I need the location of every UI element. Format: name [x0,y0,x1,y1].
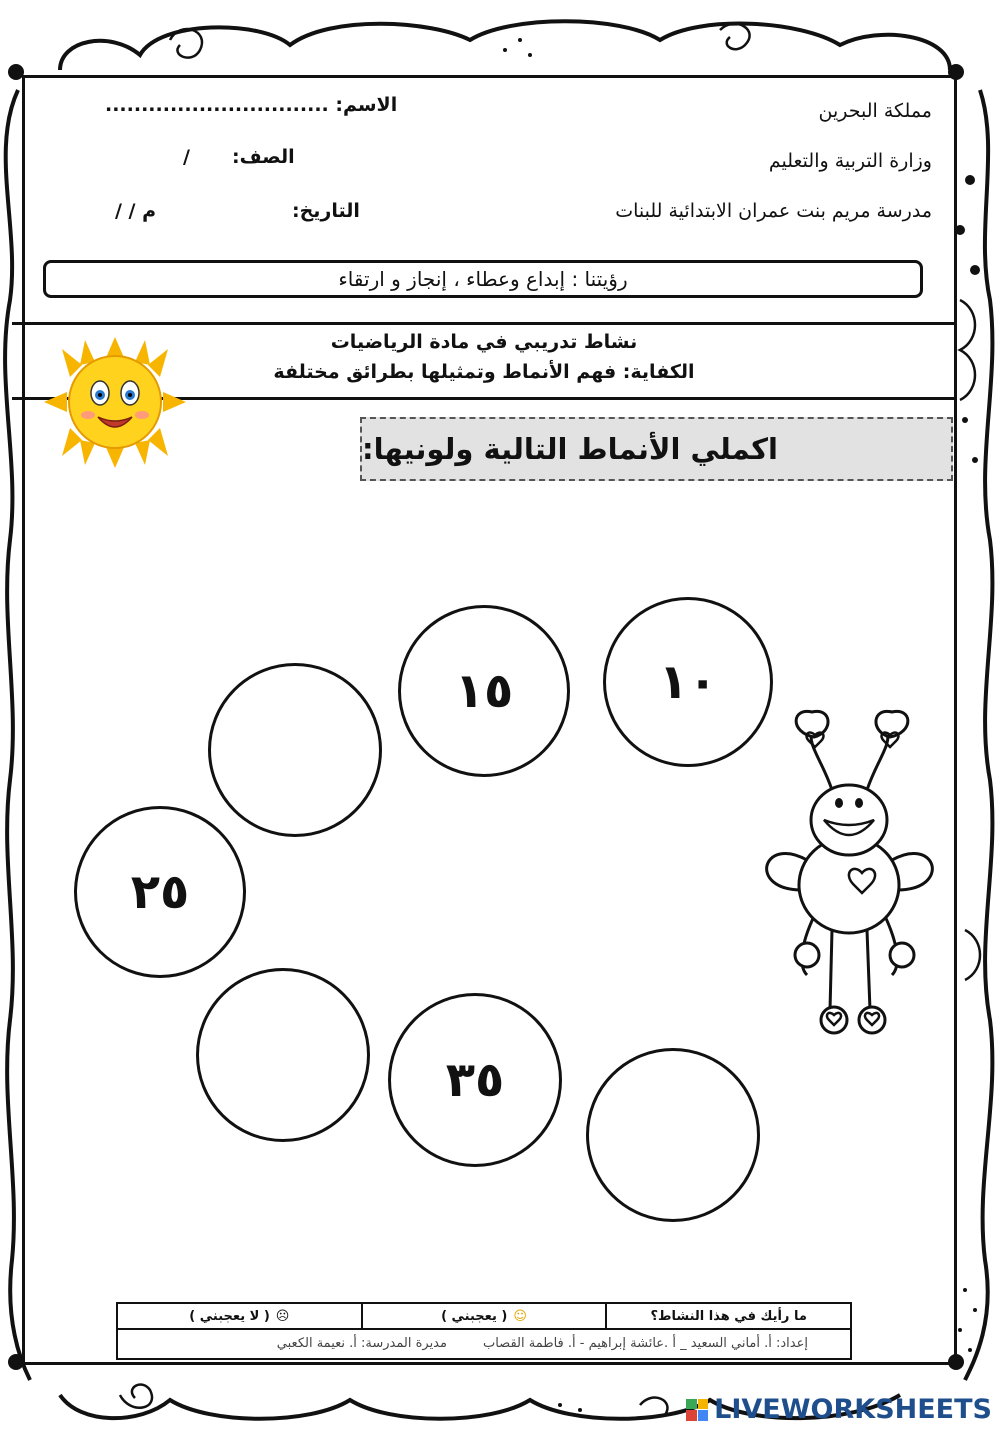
school-label: مدرسة مريم بنت عمران الابتدائية للبنات [615,200,932,222]
like-label: ( يعجبني ) [441,1308,508,1324]
smile-icon: ☺ [513,1308,527,1324]
task-instruction [360,417,953,481]
prepared-by: إعداد: أ. أماني السعيد _ أ .عائشة إبراهيم - أ. فاطمة القصاب [482,1335,808,1351]
class-label: الصف: [232,146,295,168]
pattern-circle-3[interactable] [208,663,382,837]
task-text: اكملي الأنماط التالية ولونيها: [362,432,778,466]
principal-name: مديرة المدرسة: أ. نعيمة الكعبي [276,1335,447,1351]
credits-row [118,1328,850,1358]
dislike-label: ( لا يعجبني ) [189,1308,270,1324]
pattern-circle-1[interactable]: ١٠ [603,597,773,767]
ministry-label: وزارة التربية والتعليم [768,150,932,172]
corner-dot [8,64,24,80]
brand-watermark [686,1394,992,1425]
bug-icon [752,705,952,1060]
corner-dot [8,1354,24,1370]
frown-icon: ☹ [275,1308,290,1324]
activity-title: نشاط تدريبي في مادة الرياضيات [330,331,638,353]
sun-icon [40,335,190,470]
brand-logo-icon [686,1399,708,1421]
name-field[interactable]: الاسم: ............................... [105,94,398,116]
feedback-question-text: ما رأيك في هذا النشاط؟ [650,1308,807,1324]
footer-table [116,1302,852,1360]
vision-text: رؤيتنا : إبداع وعطاء ، إنجاز و ارتقاء [338,267,628,291]
brand-name: LIVEWORKSHEETS [714,1394,992,1425]
pattern-circle-4[interactable]: ٢٥ [74,806,246,978]
activity-competency: الكفاية: فهم الأنماط وتمثيلها بطرائق مختلفة [273,361,695,383]
kingdom-label: مملكة البحرين [818,100,932,122]
corner-dot [948,1354,964,1370]
corner-dot [948,64,964,80]
pattern-circle-6[interactable]: ٣٥ [388,993,562,1167]
dislike-option[interactable] [118,1304,361,1328]
pattern-circle-2[interactable]: ١٥ [398,605,570,777]
class-slash[interactable]: / [183,146,190,168]
pattern-circle-7[interactable] [586,1048,760,1222]
feedback-row [118,1304,850,1330]
like-option[interactable] [361,1304,606,1328]
feedback-question [605,1304,850,1328]
pattern-circle-5[interactable] [196,968,370,1142]
date-field[interactable]: م / / [115,200,157,222]
date-label: التاريخ: [292,200,360,222]
vision-box [43,260,923,298]
